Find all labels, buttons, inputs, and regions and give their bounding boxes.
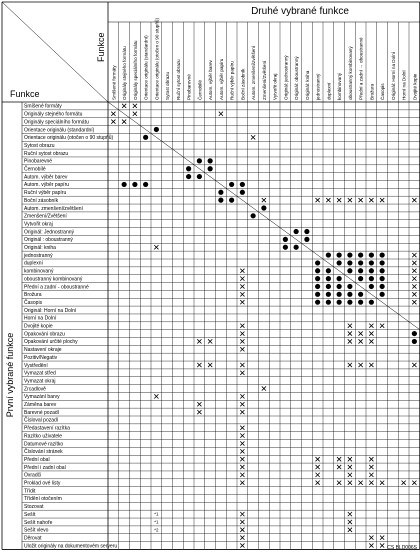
cross-mark [240, 520, 244, 524]
cross-mark [240, 449, 244, 453]
cross-mark [369, 473, 373, 477]
row-header: Opakování určité plochy [24, 339, 78, 346]
column-header: Zmenšení/Zvětšení [261, 60, 267, 100]
dot-mark [347, 268, 352, 273]
row-header: Časopis [24, 299, 43, 306]
row-header: Smíšené formáty [24, 103, 62, 110]
column-header: oboustranný kombinovaný [347, 46, 353, 100]
row-header: Originál: Horní na Dolní [24, 307, 77, 314]
cross-mark [154, 394, 158, 398]
row-header: Orientace originálu (otočen o 90 stupňů) [24, 135, 114, 142]
row-header: Originály speciálního formátu [24, 119, 89, 126]
row-header: Nastavení okraje [24, 347, 62, 354]
cross-mark [316, 457, 320, 461]
cross-mark [197, 410, 201, 414]
dot-mark [369, 300, 374, 305]
cross-mark [208, 339, 212, 343]
cross-mark [369, 465, 373, 469]
dot-mark [251, 213, 256, 218]
cross-mark [369, 457, 373, 461]
cross-mark [369, 198, 373, 202]
cross-mark [240, 277, 244, 281]
cross-mark [122, 104, 126, 108]
cross-mark [240, 284, 244, 288]
cross-mark [337, 198, 341, 202]
cross-mark [348, 528, 352, 532]
dot-mark [412, 331, 417, 336]
column-header: Ruční výběr papíru [229, 61, 235, 100]
cross-mark [240, 434, 244, 438]
cross-mark [240, 528, 244, 532]
cross-mark [111, 112, 115, 116]
dot-mark [186, 166, 191, 171]
cross-mark [380, 481, 384, 485]
row-header: Originál: kniha [24, 245, 56, 252]
column-header: Originál: oboustranný [294, 56, 300, 100]
cross-mark [412, 363, 416, 367]
funkce-left-label: Funkce [10, 89, 40, 99]
dot-mark [132, 182, 137, 187]
row-header: Sešít vlevo [24, 527, 49, 534]
row-header: Čísloval pozadí [24, 417, 59, 424]
dot-mark [240, 182, 245, 187]
row-header: Vystředění [24, 362, 48, 369]
note-mark: *2 [154, 527, 159, 533]
row-header: Sešít nahoře [24, 519, 53, 526]
cross-mark [359, 481, 363, 485]
dot-mark [143, 135, 148, 140]
cross-mark [348, 512, 352, 516]
cross-mark [240, 481, 244, 485]
cross-mark [369, 363, 373, 367]
dot-mark [358, 300, 363, 305]
cross-mark [240, 324, 244, 328]
cross-mark [111, 120, 115, 124]
dot-mark [358, 268, 363, 273]
dot-mark [337, 252, 342, 257]
column-header: Horní na Dolní [401, 70, 407, 100]
row-header: Barevné pozadí [24, 409, 60, 416]
row-header: Třídit [24, 488, 36, 495]
cross-mark [240, 465, 244, 469]
dot-mark [154, 127, 159, 132]
column-header: Ruční sytost obrazu [175, 59, 181, 100]
note-mark: *1 [154, 519, 159, 525]
cross-mark [316, 198, 320, 202]
cross-mark [240, 457, 244, 461]
row-header: Stozovat [24, 504, 44, 511]
column-header: kombinovaný [337, 72, 343, 100]
row-header: Autom. výběr papíru [24, 182, 70, 189]
cross-mark [154, 245, 158, 249]
cross-mark [359, 363, 363, 367]
cross-mark [251, 135, 255, 139]
cross-mark [326, 198, 330, 202]
cross-mark [359, 198, 363, 202]
column-header: Pinobarevné [186, 74, 192, 100]
cross-mark [219, 112, 223, 116]
second-functions-heading: Druhé vybrané funkce [251, 6, 349, 17]
cross-mark [348, 198, 352, 202]
cross-mark [316, 473, 320, 477]
row-header: Přední i zadní obal [24, 464, 66, 471]
cross-mark [369, 481, 373, 485]
row-header: Boční zásobník [24, 197, 59, 204]
row-header: Uložit originály na dokumentovém serveru [24, 543, 118, 550]
dot-mark [229, 198, 234, 203]
cross-mark [337, 457, 341, 461]
funkce-top-label: Funkce [96, 32, 106, 62]
cross-mark [348, 473, 352, 477]
dot-mark [380, 284, 385, 289]
dot-mark [380, 268, 385, 273]
cross-mark [240, 543, 244, 547]
dot-mark [326, 276, 331, 281]
cross-mark [369, 339, 373, 343]
row-header: Originál: Jednostranný [24, 229, 75, 236]
dot-mark [337, 300, 342, 305]
column-header: Dvojité kopie [412, 73, 418, 100]
cross-mark [240, 473, 244, 477]
cross-mark [337, 481, 341, 485]
dot-mark [326, 268, 331, 273]
row-header: Opakování obrazu [24, 331, 65, 338]
cross-mark [348, 331, 352, 335]
cross-mark [412, 284, 416, 288]
dot-mark [240, 190, 245, 195]
cross-mark [240, 331, 244, 335]
dot-mark [186, 174, 191, 179]
cross-mark [240, 394, 244, 398]
row-header: Sytost obrazu [24, 142, 55, 149]
row-header: Děrovat [24, 535, 42, 542]
dot-mark [347, 292, 352, 297]
dot-mark [369, 260, 374, 265]
dot-mark [369, 268, 374, 273]
row-header: duplexní [24, 260, 43, 267]
column-header: Brožura [369, 83, 375, 100]
row-header: Vymazání barvy [24, 394, 60, 401]
cross-mark [359, 339, 363, 343]
cross-mark [402, 481, 406, 485]
cross-mark [316, 481, 320, 485]
column-header: Originál: Horní na Dolní [390, 51, 396, 100]
dot-mark [347, 260, 352, 265]
row-header: oboustranný kombinovaný [24, 276, 83, 283]
cross-mark [348, 520, 352, 524]
dot-mark [380, 260, 385, 265]
row-header: Datumové razítko [24, 441, 64, 448]
row-header: Proklad ové listy [24, 480, 61, 487]
cross-mark [240, 347, 244, 351]
cross-mark [133, 112, 137, 116]
dot-mark [326, 252, 331, 257]
column-header: jednostranný [315, 73, 321, 100]
dot-mark [347, 284, 352, 289]
cross-mark [348, 465, 352, 469]
dot-mark [326, 292, 331, 297]
row-header: Sešít [24, 511, 36, 518]
column-header: Orientace originálu (otočen o 90 stupňů) [154, 18, 160, 100]
cross-mark [240, 300, 244, 304]
column-header: Časopis [380, 83, 386, 100]
cross-mark [240, 441, 244, 445]
column-header: Přední a zadní → oboustranné [358, 37, 364, 100]
cross-mark [369, 324, 373, 328]
cross-mark [240, 402, 244, 406]
cross-mark [380, 543, 384, 547]
column-header: Originál: kniha [304, 70, 310, 100]
dot-mark [197, 158, 202, 163]
dot-mark [369, 284, 374, 289]
cross-mark [240, 292, 244, 296]
column-header: Autom. výběr barev [208, 60, 214, 100]
dot-mark [143, 182, 148, 187]
row-header: Razítko uživatele [24, 433, 63, 440]
cross-mark [240, 269, 244, 273]
dot-mark [347, 300, 352, 305]
column-header: Boční zásobník [240, 68, 246, 100]
cross-mark [348, 481, 352, 485]
cross-mark [380, 198, 384, 202]
cross-mark [240, 536, 244, 540]
row-header: Originál : oboustranný [24, 237, 73, 244]
cross-mark [197, 339, 201, 343]
cross-mark [240, 371, 244, 375]
row-header: Záměna barev [24, 402, 57, 409]
dot-mark [337, 284, 342, 289]
dot-mark [315, 284, 320, 289]
dot-mark [218, 198, 223, 203]
dot-mark [326, 284, 331, 289]
column-header: Originály stejného formátu [122, 46, 128, 100]
dot-mark [315, 300, 320, 305]
row-header: Zmenšení/Zvětšení [24, 213, 67, 220]
row-header: jednostranný [24, 252, 53, 259]
row-header: Ruční sytost obrazu [24, 150, 69, 157]
row-header: Ruční výběr papíru [24, 190, 67, 197]
cross-mark [348, 339, 352, 343]
column-header: Originál: jednostranný [283, 55, 289, 100]
dot-mark [315, 276, 320, 281]
column-header: Černobílé [197, 80, 203, 100]
row-header: Orientace originálu (standardní) [24, 127, 95, 134]
cross-mark [412, 300, 416, 304]
column-header: Autom. výběr papíru [218, 58, 224, 100]
column-header: Orientace originálu (standardní) [143, 35, 149, 100]
row-header: kombinovaný [24, 268, 54, 275]
row-header: Vytvořit okraj [24, 221, 53, 228]
dot-mark [304, 237, 309, 242]
dot-mark [315, 260, 320, 265]
row-header: Zrcadlově [24, 386, 46, 393]
dot-mark [283, 245, 288, 250]
cross-mark [208, 363, 212, 367]
cross-mark [412, 481, 416, 485]
row-header: Přední obal [24, 456, 50, 463]
first-functions-heading: První vybrané funkce [5, 332, 15, 418]
dot-mark [380, 292, 385, 297]
dot-mark [294, 229, 299, 234]
dot-mark [208, 158, 213, 163]
dot-mark [380, 252, 385, 257]
cross-mark [369, 331, 373, 335]
note-mark: *1 [154, 511, 159, 517]
column-header: Autom. zmenšení/zvětšení [251, 45, 257, 100]
row-header: Předastavení razítka [24, 425, 70, 432]
cross-mark [262, 198, 266, 202]
cross-mark [240, 339, 244, 343]
column-header: Vytvořit okraj [272, 73, 278, 100]
dot-mark [412, 339, 417, 344]
dot-mark [337, 260, 342, 265]
cross-mark [412, 253, 416, 257]
row-header: Pozitiv/Negativ [24, 354, 58, 361]
dot-mark [347, 252, 352, 257]
corner-diagonal [2, 2, 108, 102]
row-header: Autom. zmenšení/zvětšení [24, 205, 83, 212]
cross-mark [412, 198, 416, 202]
cross-mark [369, 536, 373, 540]
cross-mark [240, 512, 244, 516]
row-header: Brožura [24, 292, 42, 299]
row-header: Černobílé [24, 166, 46, 173]
cross-mark [412, 277, 416, 281]
cross-mark [348, 363, 352, 367]
dot-mark [229, 182, 234, 187]
dot-mark [283, 237, 288, 242]
cross-mark [122, 120, 126, 124]
row-header: Číslování stránek [24, 449, 63, 456]
dot-mark [208, 166, 213, 171]
dot-mark [358, 252, 363, 257]
column-header: Originály speciálního formátu [132, 40, 138, 100]
dot-mark [369, 252, 374, 257]
cross-mark [133, 104, 137, 108]
cross-mark [412, 292, 416, 296]
row-header: Autom. výběr barev [24, 174, 68, 181]
row-header: Originály stejného formátu [24, 111, 83, 118]
cross-mark [380, 536, 384, 540]
cross-mark [316, 465, 320, 469]
dot-mark [315, 292, 320, 297]
dot-mark [380, 276, 385, 281]
cross-mark [262, 386, 266, 390]
dot-mark [337, 292, 342, 297]
row-header: Přední a zadní - oboustranné [24, 284, 89, 291]
column-header: Sytost obrazu [165, 71, 171, 100]
cross-mark [348, 324, 352, 328]
column-header: Smíšené formáty [111, 65, 117, 100]
dot-mark [197, 174, 202, 179]
dot-mark [122, 182, 127, 187]
cross-mark [197, 402, 201, 406]
dot-mark [369, 276, 374, 281]
grid-diagonal [108, 102, 420, 330]
row-header: Oxradči [24, 472, 42, 479]
cross-mark [240, 363, 244, 367]
row-header: Třídění otočením [24, 496, 62, 503]
dot-mark [337, 276, 342, 281]
cross-mark [369, 543, 373, 547]
dot-mark [358, 276, 363, 281]
cross-mark [359, 331, 363, 335]
dot-mark [358, 260, 363, 265]
column-header: duplexní [326, 82, 332, 100]
dot-mark [326, 300, 331, 305]
dot-mark [261, 205, 266, 210]
dot-mark [358, 292, 363, 297]
dot-mark [294, 245, 299, 250]
dot-mark [315, 268, 320, 273]
row-header: Vymazat střed [24, 370, 56, 377]
row-header: Dvojité kopie [24, 323, 53, 330]
row-header: Horní na Dolní [24, 315, 57, 322]
cross-mark [240, 410, 244, 414]
cross-mark [348, 457, 352, 461]
dot-mark [218, 190, 223, 195]
cross-mark [380, 324, 384, 328]
row-header: Pinobarevné [24, 158, 53, 165]
code-label: CS BLD006S [387, 545, 417, 551]
row-header: Vymazat okraj [24, 378, 56, 385]
dot-mark [304, 229, 309, 234]
cross-mark [412, 261, 416, 265]
cross-mark [412, 269, 416, 273]
cross-mark [240, 426, 244, 430]
cross-mark [337, 465, 341, 469]
cross-mark [197, 363, 201, 367]
